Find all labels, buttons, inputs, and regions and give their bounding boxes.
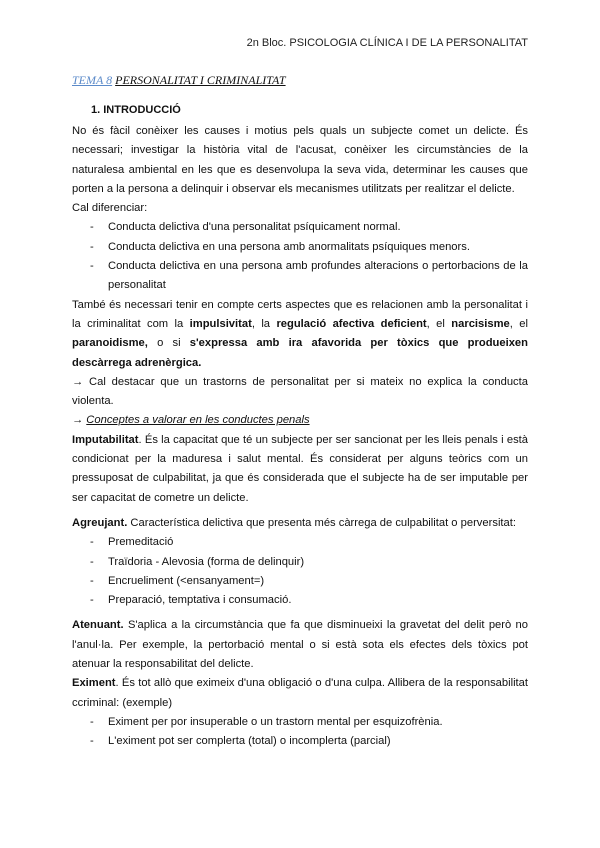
- concepts-heading: [72, 411, 528, 430]
- differentiate-label: Cal diferenciar:: [72, 202, 148, 215]
- list-item: - Premeditació: [72, 533, 528, 552]
- list-item: - Conducta delictiva d'una personalitat psíquicament normal.: [72, 218, 528, 237]
- chapter-title: [72, 73, 286, 88]
- arrow-icon: →: [72, 414, 87, 427]
- intro-paragraph: No és fàcil conèixer les causes i motius pels quals un subjecte comet un delicte. És necessari; investigar la història vital de l'acusat, conèixer les circumstàncies de la naturalesa ambiental en les que es desenvolupa la seva vida, determinar les causes que porten a la persona a delinquir i observar els mecanismes utilitzats per realitzar el delicte.: [72, 125, 528, 195]
- exempting-paragraph: [72, 674, 528, 713]
- bold-term: impulsivitat: [189, 317, 252, 330]
- bold-term: regulació afectiva deficient: [276, 317, 427, 330]
- list-item: - Traïdoria - Alevosia (forma de delinquir): [72, 553, 528, 572]
- list-item: - Eximent per por insuperable o un trastorn mental per esquizofrènia.: [72, 713, 528, 732]
- aggravating-paragraph: [72, 514, 528, 533]
- text-run: , la: [251, 317, 277, 330]
- list-item: - L'eximent pot ser complerta (total) o incomplerta (parcial): [72, 732, 528, 751]
- chapter-title-text: PERSONALITAT I CRIMINALITAT: [115, 73, 286, 87]
- running-header: 2n Bloc. PSICOLOGIA CLÍNICA I DE LA PERSONALITAT: [246, 37, 528, 49]
- exempting-list: [72, 713, 528, 752]
- list-item: - Conducta delictiva en una persona amb anormalitats psíquiques menors.: [72, 238, 528, 257]
- bold-term: narcisisme: [451, 317, 510, 330]
- text-run: També és necessari tenir en compte certs aspectes que es relacionen amb la personalitat i la criminalitat com la: [72, 298, 528, 330]
- list-item: - Preparació, temptativa i consumació.: [72, 591, 528, 610]
- note-paragraph: → Cal destacar que un trastorns de personalitat per si mateix no explica la conducta violenta.: [72, 375, 528, 408]
- bold-term: Imputabilitat: [72, 433, 139, 446]
- text-run: . És la capacitat que té un subjecte per ser sancionat per les lleis penals i està condicionat per la maduresa i salut mental. És considerat per alguns teòrics com un pressuposat de culpabilitat, ja que és considerada que el subjecte ha de ser imputable per ser capacitat de cometre un delicte.: [72, 433, 528, 504]
- text-run: o si: [147, 337, 190, 350]
- aggravating-list: [72, 533, 528, 610]
- mitigating-paragraph: [72, 616, 528, 674]
- document-body: [72, 122, 528, 752]
- text-run: Característica delictiva que presenta més càrrega de culpabilitat o perversitat:: [127, 516, 516, 529]
- bold-term: Atenuant.: [72, 619, 124, 632]
- list-item: - Conducta delictiva en una persona amb profundes alteracions o pertorbacions de la personalitat: [72, 257, 528, 296]
- bold-term: Agreujant.: [72, 516, 128, 529]
- imputability-paragraph: [72, 431, 528, 508]
- aspects-paragraph: [72, 296, 528, 373]
- section-heading: 1. INTRODUCCIÓ: [91, 104, 181, 116]
- list-item: - Encrueliment (<ensanyament=): [72, 572, 528, 591]
- text-run: . És tot allò que eximeix d'una obligació o d'una culpa. Allibera de la responsabilitat ccriminal: (exemple): [72, 677, 528, 709]
- chapter-tag: TEMA 8: [72, 73, 113, 87]
- bold-term: paranoidisme,: [72, 337, 148, 350]
- concepts-text: Conceptes a valorar en les conductes penals: [86, 414, 310, 427]
- text-run: , el: [426, 317, 452, 330]
- bold-term: s'expressa amb ira afavorida per tòxics que produeixen descàrrega adrenèrgica.: [72, 337, 528, 369]
- text-run: S'aplica a la circumstància que fa que disminueixi la gravetat del delit però no l'anul·la. Per exemple, la pertorbació mental o si està sota els efectes dels tòxics pot atenuar la responsabilitat del delicte.: [72, 619, 528, 671]
- differentiate-list: [72, 218, 528, 295]
- bold-term: Eximent: [72, 677, 116, 690]
- text-run: , el: [509, 317, 528, 330]
